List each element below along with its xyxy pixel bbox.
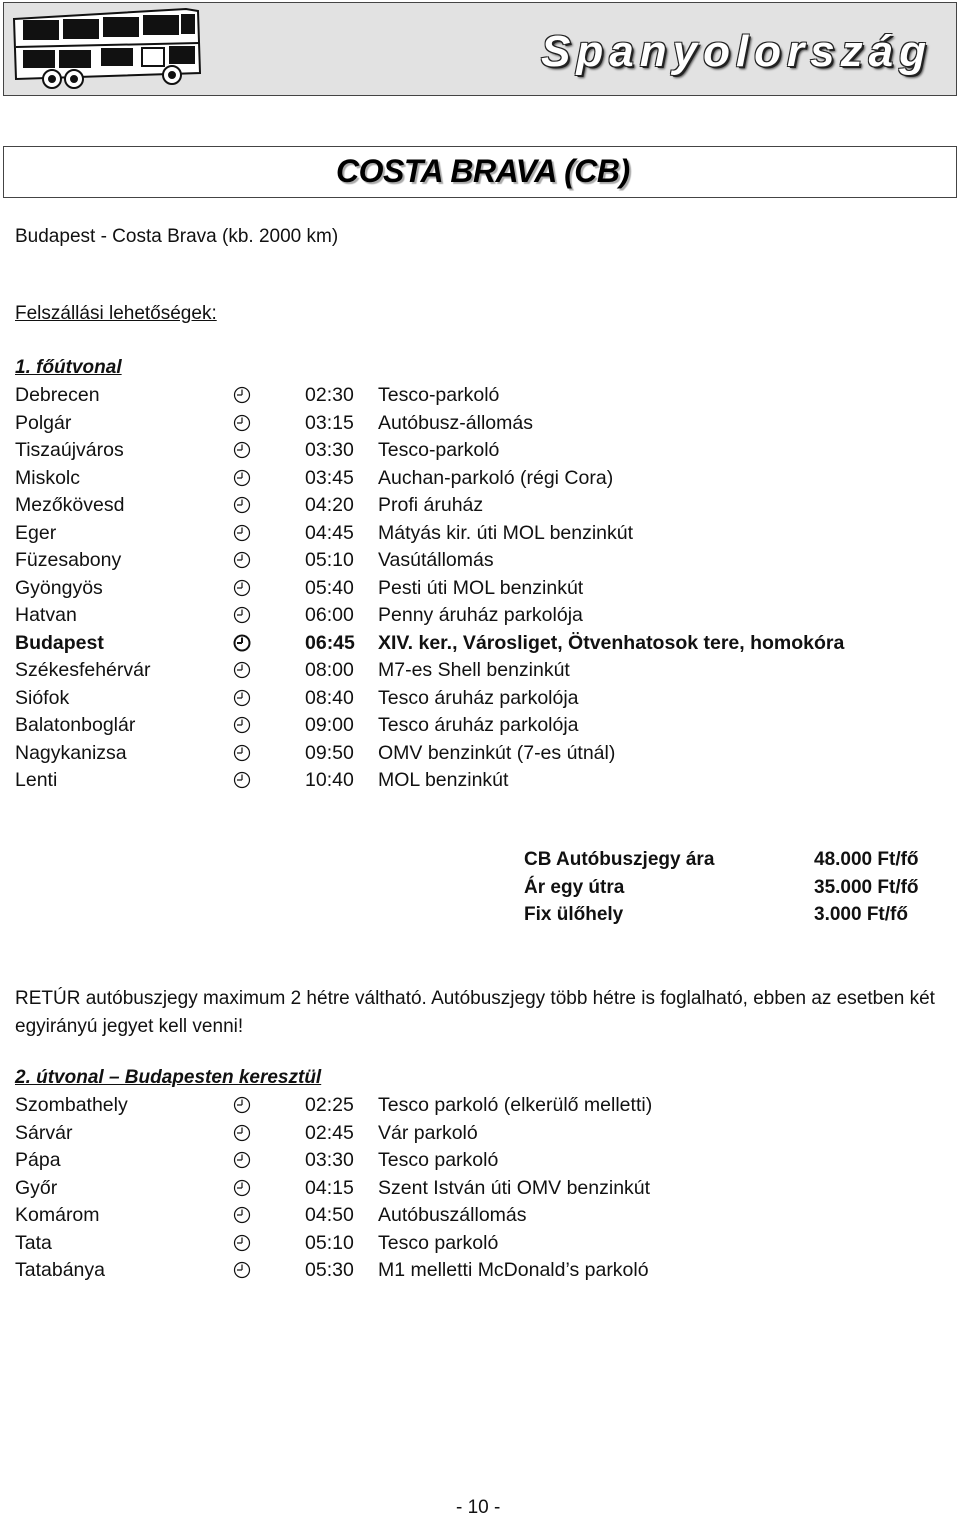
clock-icon xyxy=(233,661,251,684)
country-title: Spanyolország xyxy=(541,27,932,76)
stop-row xyxy=(0,1232,960,1259)
stop-city: Székesfehérvár xyxy=(15,659,151,681)
stop-city: Miskolc xyxy=(15,466,81,489)
route2-heading: 2. útvonal – Budapesten keresztül xyxy=(15,1067,322,1088)
boarding-heading: Felszállási lehetőségek: xyxy=(15,303,217,324)
stop-place: Tesco parkoló (elkerülő melletti) xyxy=(378,1094,653,1116)
stop-place: XIV. ker., Városliget, Ötvenhatosok tere, homokóra xyxy=(378,631,845,654)
stop-city: Komárom xyxy=(15,1204,100,1226)
stop-time: 06:00 xyxy=(305,604,354,626)
clock-icon xyxy=(233,1261,251,1284)
clock-icon xyxy=(233,716,251,739)
route-summary: Budapest - Costa Brava (kb. 2000 km) xyxy=(15,226,339,247)
stop-city: Szombathely xyxy=(15,1094,128,1116)
clock-icon xyxy=(233,551,251,574)
stop-row xyxy=(0,659,960,686)
region-title: COSTA BRAVA (CB) xyxy=(336,153,630,189)
clock-icon xyxy=(233,771,251,794)
stop-city: Mezőkövesd xyxy=(15,494,125,516)
stop-time: 03:45 xyxy=(305,466,354,489)
stop-city: Debrecen xyxy=(15,384,100,406)
stop-place: M1 melletti McDonald’s parkoló xyxy=(378,1259,649,1281)
stop-place: Autóbuszállomás xyxy=(378,1204,527,1226)
stop-city: Tatabánya xyxy=(15,1259,105,1281)
clock-icon xyxy=(233,1179,251,1202)
stop-city: Eger xyxy=(15,521,57,544)
stop-place: Penny áruház parkolója xyxy=(378,604,583,626)
stop-place: Tesco-parkoló xyxy=(378,439,500,461)
stop-row xyxy=(0,714,960,741)
stop-place: Profi áruház xyxy=(378,494,484,516)
clock-icon xyxy=(233,634,251,657)
clock-icon xyxy=(233,1234,251,1257)
clock-icon xyxy=(233,689,251,712)
stop-time: 10:40 xyxy=(305,769,354,791)
stop-time: 08:00 xyxy=(305,659,354,681)
stop-time: 04:50 xyxy=(305,1204,354,1226)
stop-row xyxy=(0,1122,960,1149)
stop-place: Vár parkoló xyxy=(378,1121,478,1144)
price-value: 35.000 Ft/fő xyxy=(814,876,919,898)
stop-row xyxy=(0,769,960,796)
region-title-box xyxy=(3,146,957,198)
price-label: CB Autóbuszjegy ára xyxy=(524,849,715,870)
stop-city: Tiszaújváros xyxy=(15,439,124,461)
stop-place: Szent István úti OMV benzinkút xyxy=(378,1176,651,1199)
clock-icon xyxy=(233,496,251,519)
stop-time: 06:45 xyxy=(305,631,355,654)
clock-icon xyxy=(233,1096,251,1119)
stop-time: 03:15 xyxy=(305,411,354,434)
clock-icon xyxy=(233,579,251,602)
stop-time: 05:30 xyxy=(305,1259,354,1281)
stop-row xyxy=(0,742,960,769)
stop-city: Budapest xyxy=(15,631,104,654)
stop-time: 04:45 xyxy=(305,521,354,544)
route1-heading: 1. főútvonal xyxy=(15,357,122,378)
clock-icon xyxy=(233,1151,251,1174)
stop-city: Sárvár xyxy=(15,1121,73,1144)
stop-place: Autóbusz-állomás xyxy=(378,411,533,434)
stop-row xyxy=(0,522,960,549)
stop-row xyxy=(0,1204,960,1231)
clock-icon xyxy=(233,524,251,547)
page-header xyxy=(3,2,957,96)
stop-row xyxy=(0,384,960,411)
price-value: 48.000 Ft/fő xyxy=(814,849,919,870)
stop-row xyxy=(0,687,960,714)
stop-place: Mátyás kir. úti MOL benzinkút xyxy=(378,521,634,544)
stop-time: 02:30 xyxy=(305,384,354,406)
stop-time: 05:10 xyxy=(305,549,354,571)
page-number: - 10 - xyxy=(456,1497,501,1518)
stop-time: 05:10 xyxy=(305,1231,354,1254)
stop-time: 03:30 xyxy=(305,439,354,461)
stop-city: Nagykanizsa xyxy=(15,741,127,764)
stop-row xyxy=(0,549,960,576)
stop-place: Tesco parkoló xyxy=(378,1231,499,1254)
stop-place: Tesco parkoló xyxy=(378,1149,499,1171)
stop-time: 09:00 xyxy=(305,714,354,736)
stop-place: Vasútállomás xyxy=(378,549,494,571)
stop-time: 02:25 xyxy=(305,1094,354,1116)
clock-icon xyxy=(233,606,251,629)
return-ticket-notice: RETÚR autóbuszjegy maximum 2 hétre váltható. Autóbuszjegy több hétre is foglalható, ebben az esetben két egyirányú jegyet kell venni! xyxy=(15,988,935,1037)
stop-time: 09:50 xyxy=(305,741,354,764)
stop-row xyxy=(0,494,960,521)
clock-icon xyxy=(233,744,251,767)
stop-place: M7-es Shell benzinkút xyxy=(378,659,570,681)
stop-place: Tesco áruház parkolója xyxy=(378,714,579,736)
stop-city: Győr xyxy=(15,1176,58,1199)
stop-city: Tata xyxy=(15,1231,52,1254)
price-value: 3.000 Ft/fő xyxy=(814,904,908,925)
stop-city: Lenti xyxy=(15,769,58,791)
stop-row xyxy=(0,632,960,659)
stop-city: Hatvan xyxy=(15,604,77,626)
double-decker-bus-icon xyxy=(6,3,206,93)
stop-row xyxy=(0,577,960,604)
stop-city: Balatonboglár xyxy=(15,714,136,736)
stop-city: Gyöngyös xyxy=(15,576,103,599)
clock-icon xyxy=(233,386,251,409)
stop-place: Auchan-parkoló (régi Cora) xyxy=(378,466,614,489)
clock-icon xyxy=(233,469,251,492)
stop-time: 04:20 xyxy=(305,494,354,516)
stop-city: Pápa xyxy=(15,1149,61,1171)
stop-time: 08:40 xyxy=(305,686,354,709)
stop-row xyxy=(0,1259,960,1286)
stop-row xyxy=(0,1094,960,1121)
clock-icon xyxy=(233,1206,251,1229)
stop-place: Tesco áruház parkolója xyxy=(378,686,579,709)
stop-row xyxy=(0,467,960,494)
price-label: Ár egy útra xyxy=(524,876,625,898)
stop-place: OMV benzinkút (7-es útnál) xyxy=(378,741,616,764)
stop-city: Polgár xyxy=(15,411,72,434)
clock-icon xyxy=(233,414,251,437)
stop-time: 03:30 xyxy=(305,1149,354,1171)
stop-place: MOL benzinkút xyxy=(378,769,509,791)
stop-time: 05:40 xyxy=(305,576,354,599)
stop-row xyxy=(0,439,960,466)
stop-time: 02:45 xyxy=(305,1121,354,1144)
clock-icon xyxy=(233,441,251,464)
stop-row xyxy=(0,1149,960,1176)
stop-row xyxy=(0,412,960,439)
stop-city: Siófok xyxy=(15,686,70,709)
stop-place: Pesti úti MOL benzinkút xyxy=(378,576,584,599)
price-label: Fix ülőhely xyxy=(524,904,624,925)
stop-city: Füzesabony xyxy=(15,549,122,571)
stop-time: 04:15 xyxy=(305,1176,354,1199)
stop-row xyxy=(0,604,960,631)
stop-place: Tesco-parkoló xyxy=(378,384,500,406)
stop-row xyxy=(0,1177,960,1204)
clock-icon xyxy=(233,1124,251,1147)
